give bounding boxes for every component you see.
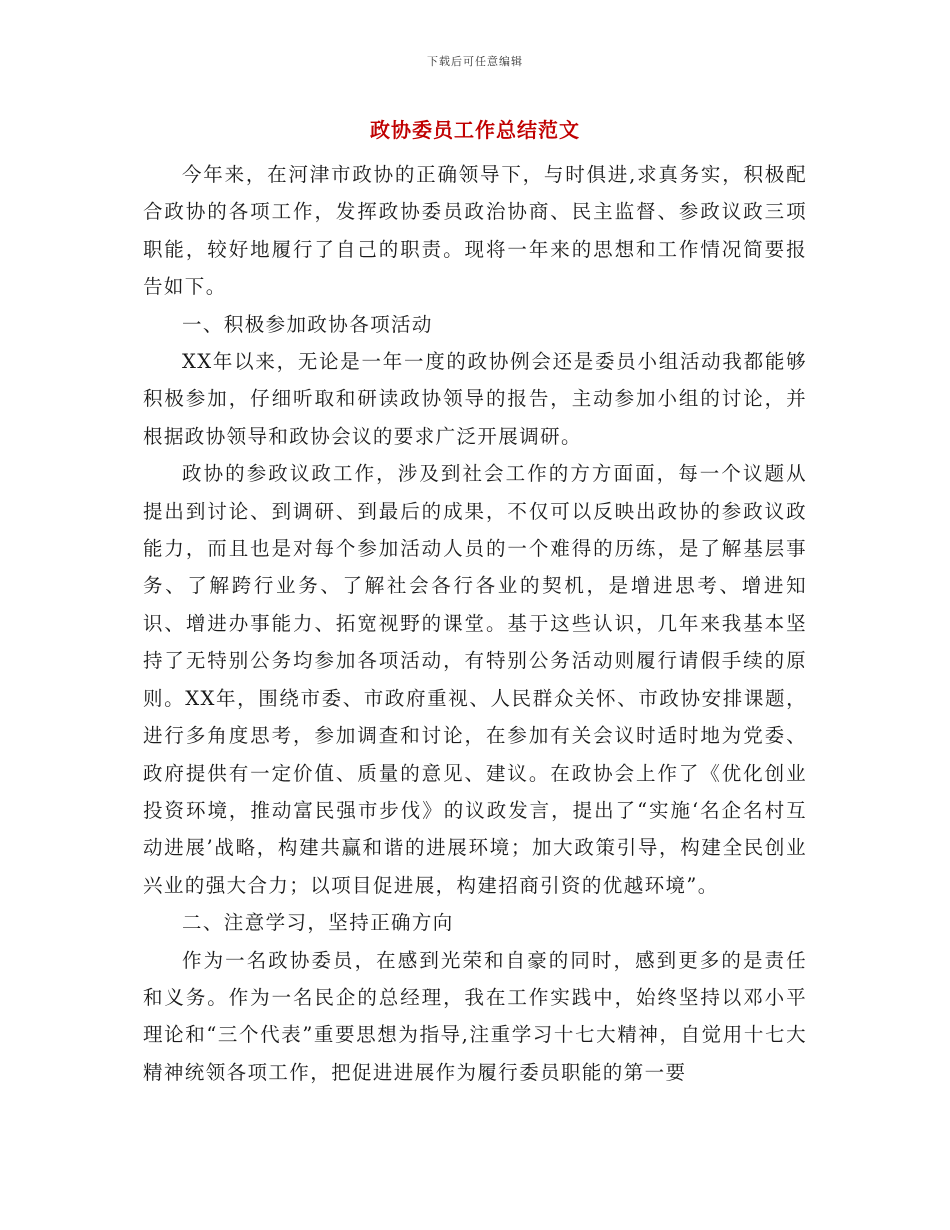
section-heading-1: 一、积极参加政协各项活动: [182, 312, 433, 336]
paragraph: 政协的参政议政工作，涉及到社会工作的方方面面，每一个议题从提出到讨论、到调研、到最后的成果，不仅可以反映出政协的参政议政能力，而且也是对每个参加活动人员的一个难得的历练，是了解基层事务、了解跨行业务、了解社会各行各业的契机，是增进思考、增进知识、增进办事能力、拓宽视野的课堂。基于这些认识，几年来我基本坚持了无特别公务均参加各项活动，有特别公务活动则履行请假手续的原则。XX年，围绕市委、市政府重视、人民群众关怀、市政协安排课题，进行多角度思考，参加调查和讨论，在参加有关会议时适时地为党委、政府提供有一定价值、质量的意见、建议。在政协会上作了《优化创业投资环境，推动富民强市步伐》的议政发言，提出了“实施‘名企名村互动进展’战略，构建共赢和谐的进展环境；加大政策引导，构建全民创业兴业的强大合力；以项目促进展，构建招商引资的优越环境”。: [143, 462, 807, 897]
paragraph-intro: 今年来，在河津市政协的正确领导下，与时俱进,求真务实，积极配合政协的各项工作，发挥政协委员政治协商、民主监督、参政议政三项职能，较好地履行了自己的职责。现将一年来的思想和工作情况简要报告如下。: [143, 163, 807, 299]
document-title: 政协委员工作总结范文: [370, 118, 580, 142]
paragraph: XX年以来，无论是一年一度的政协例会还是委员小组活动我都能够积极参加，仔细听取和研读政协领导的报告，主动参加小组的讨论，并根据政协领导和政协会议的要求广泛开展调研。: [143, 350, 807, 448]
document-body: [143, 156, 807, 1091]
section-heading-2: 二、注意学习，坚持正确方向: [182, 911, 454, 935]
paragraph: 作为一名政协委员，在感到光荣和自豪的同时，感到更多的是责任和义务。作为一名民企的总经理，我在工作实践中，始终坚持以邓小平理论和“三个代表”重要思想为指导,注重学习十七大精神，自觉用十七大精神统领各项工作，把促进进展作为履行委员职能的第一要: [143, 948, 807, 1084]
header-note: 下载后可任意编辑: [427, 55, 523, 68]
